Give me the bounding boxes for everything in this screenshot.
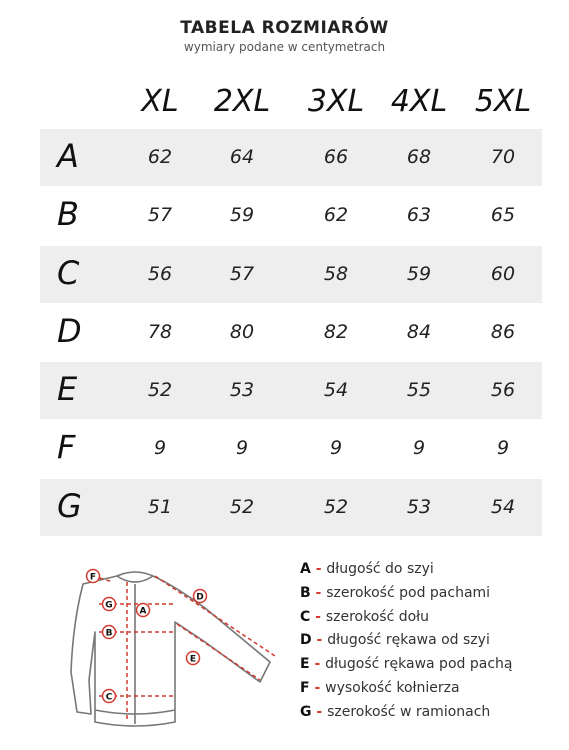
collar-inner-outline: [117, 576, 153, 582]
size-table: [40, 129, 542, 537]
table-cell: 53: [406, 495, 432, 518]
legend-item-a: A - długość do szyi: [300, 561, 434, 577]
svg-text:D: D: [196, 592, 204, 603]
table-cell: 9: [412, 437, 426, 460]
table-cell: 52: [147, 379, 173, 402]
legend-item-g: G - szerokość w ramionach: [300, 703, 491, 720]
table-cell: 54: [323, 379, 349, 402]
row-label: B: [57, 195, 79, 234]
svg-text:G: G: [105, 600, 113, 611]
table-cell: 58: [323, 262, 349, 285]
legend-item-b: B - szerokość pod pachami: [300, 584, 491, 601]
row-label: E: [57, 370, 78, 409]
jacket-body-outline: [71, 576, 270, 726]
table-cell: 55: [406, 379, 432, 402]
table-cell: 78: [147, 320, 173, 343]
table-cell: 59: [406, 262, 432, 285]
svg-text:C: C: [105, 692, 113, 703]
svg-text:F: F: [89, 572, 97, 583]
table-cell: 66: [323, 146, 349, 168]
diagram-marker-b: [103, 626, 116, 639]
table-cell: 62: [147, 146, 173, 168]
table-cell: 57: [229, 262, 255, 285]
diagram-marker-a: [137, 604, 150, 617]
table-cell: 63: [406, 204, 432, 227]
table-row: [40, 420, 542, 477]
table-cell: 53: [229, 379, 255, 402]
size-header-3xl: 3XL: [307, 84, 365, 119]
table-cell: 54: [490, 495, 516, 518]
legend-item-f: F - wysokość kołnierza: [300, 679, 460, 696]
table-cell: 52: [323, 495, 349, 518]
row-label: A: [57, 137, 79, 175]
table-cell: 9: [153, 437, 167, 460]
size-header-row: [0, 84, 569, 124]
size-header-5xl: 5XL: [474, 84, 532, 119]
table-cell: 84: [406, 320, 432, 343]
table-row: [40, 246, 542, 303]
table-cell: 9: [329, 437, 343, 460]
jacket-measurement-diagram: [55, 562, 290, 737]
table-row: [40, 129, 542, 186]
row-label: D: [57, 311, 82, 350]
diagram-marker-d: [194, 590, 207, 603]
table-cell: 65: [490, 204, 516, 227]
table-cell: 57: [147, 204, 173, 227]
collar-outline: [117, 572, 153, 576]
table-cell: 59: [229, 204, 255, 227]
svg-text:B: B: [105, 628, 113, 639]
table-cell: 80: [229, 320, 255, 343]
row-label: C: [57, 253, 80, 292]
svg-text:A: A: [139, 606, 147, 617]
page-subtitle: wymiary podane w centymetrach: [183, 40, 386, 54]
legend-item-e: E - długość rękawa pod pachą: [300, 656, 513, 673]
legend-item-c: C - szerokość dołu: [300, 608, 430, 625]
size-header-xl: XL: [141, 84, 179, 119]
table-row: [40, 187, 542, 244]
table-cell: 56: [147, 262, 173, 285]
row-label: G: [57, 486, 82, 525]
table-cell: 64: [229, 146, 255, 168]
table-cell: 86: [490, 320, 516, 343]
table-row: [40, 479, 542, 536]
diagram-marker-e: [187, 652, 200, 665]
table-row: [40, 362, 542, 419]
table-cell: 68: [406, 146, 432, 168]
table-cell: 56: [490, 379, 516, 402]
measurement-legend: [300, 561, 512, 728]
table-row: [40, 304, 542, 361]
table-cell: 60: [490, 262, 516, 285]
size-header-2xl: 2XL: [213, 84, 271, 119]
size-header-4xl: 4XL: [390, 84, 448, 119]
measure-d-line: [155, 576, 275, 656]
table-cell: 52: [229, 495, 255, 518]
diagram-marker-g: [103, 598, 116, 611]
svg-text:E: E: [189, 654, 197, 665]
row-label: F: [57, 428, 76, 467]
table-cell: 9: [496, 437, 510, 460]
diagram-marker-c: [103, 690, 116, 703]
table-cell: 51: [147, 495, 173, 518]
page-title: TABELA ROZMIARÓW: [180, 18, 389, 38]
table-cell: 70: [490, 146, 516, 168]
table-cell: 9: [235, 437, 249, 460]
legend-item-d: D - długość rękawa od szyi: [300, 632, 490, 649]
table-cell: 82: [323, 320, 349, 343]
diagram-marker-f: [87, 570, 100, 583]
table-cell: 62: [323, 204, 349, 227]
